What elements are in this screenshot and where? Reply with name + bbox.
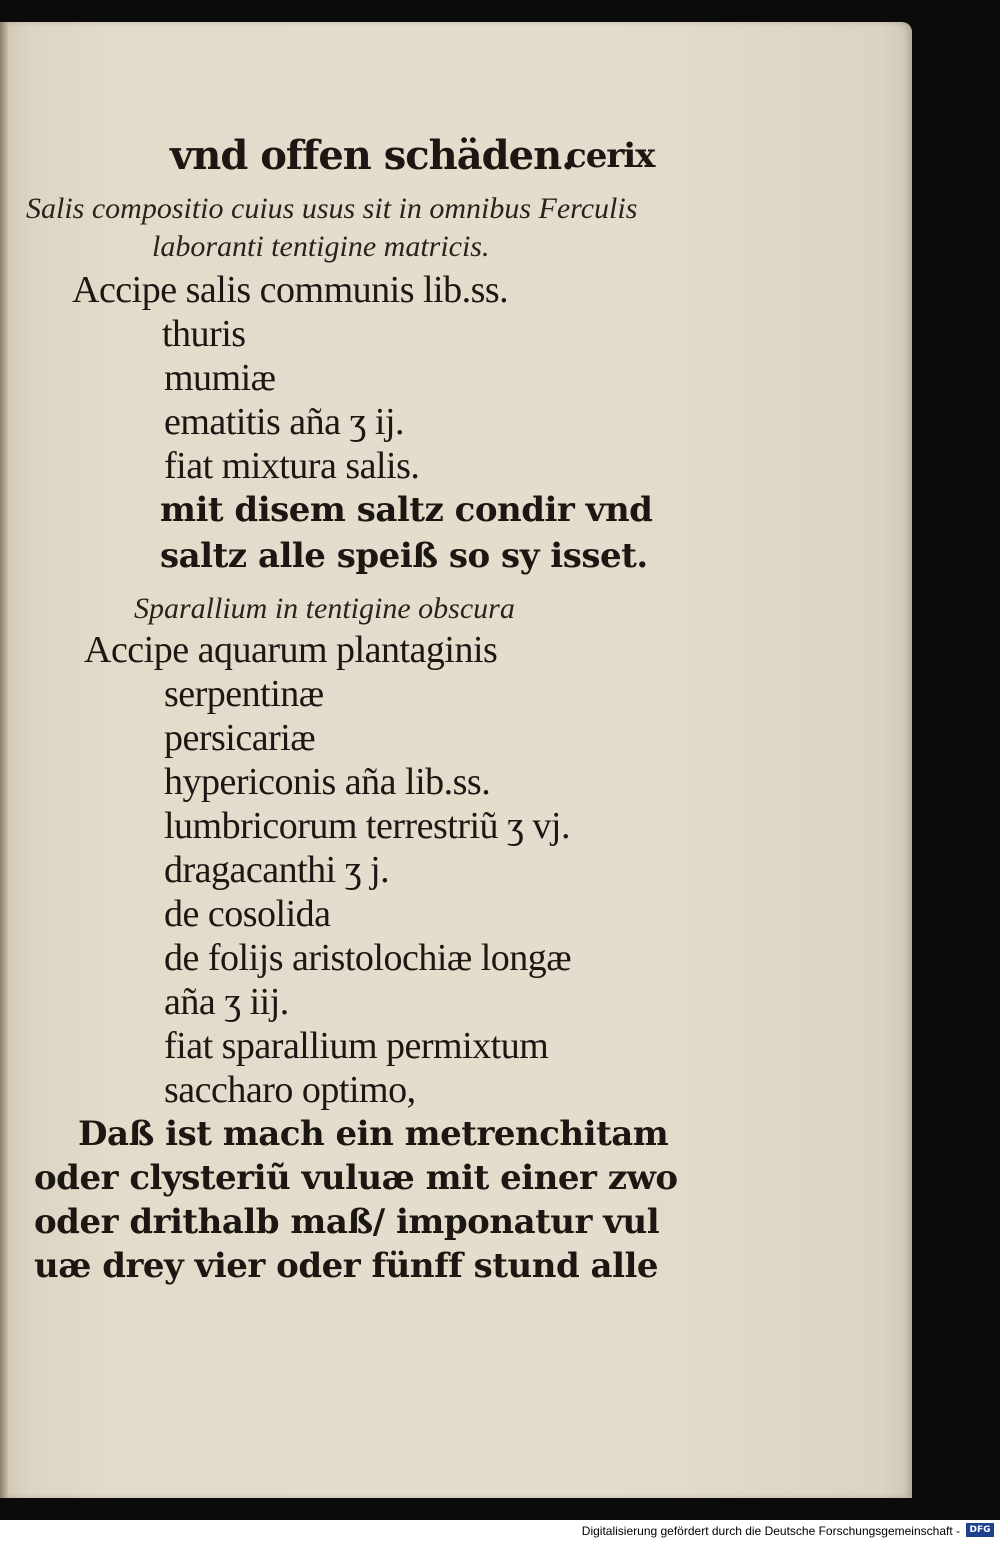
instruction-line: mit disem saltz condir vnd <box>160 490 653 530</box>
recipe-line: thuris <box>162 313 246 355</box>
footer-bar <box>0 1520 1000 1542</box>
instruction-line: saltz alle speiß so sy isset. <box>160 536 648 576</box>
instruction-line: uæ drey vier oder fünff stund alle <box>34 1246 659 1286</box>
recipe-line: de cosolida <box>164 893 331 935</box>
recipe-line: fiat sparallium permixtum <box>164 1025 549 1067</box>
recipe-line: fiat mixtura salis. <box>164 445 420 487</box>
instruction-line: Daß ist mach ein metrenchitam <box>78 1114 669 1154</box>
recipe-line: hypericonis aña lib.ss. <box>164 761 491 803</box>
recipe-line: lumbricorum terrestriũ ʒ vj. <box>164 805 570 847</box>
heading-line: Sparallium in tentigine obscura <box>134 592 515 625</box>
heading-line: Salis compositio cuius usus sit in omnibus Ferculis <box>26 192 638 225</box>
folio-number: cerix <box>566 136 655 176</box>
recipe-line: de folijs aristolochiæ longæ <box>164 937 572 979</box>
running-header: vnd offen schäden. <box>170 132 575 179</box>
recipe-line: Accipe aquarum plantaginis <box>84 629 498 671</box>
instruction-line: oder drithalb maß/ imponatur vul <box>34 1202 660 1242</box>
page-gutter-edge <box>0 22 8 1498</box>
funding-credit: Digitalisierung gefördert durch die Deutsche Forschungsgemeinschaft - <box>581 1524 960 1538</box>
recipe-line: ematitis aña ʒ ij. <box>164 401 405 443</box>
recipe-line: persicariæ <box>164 717 316 759</box>
recipe-line: dragacanthi ʒ j. <box>164 849 390 891</box>
recipe-line: saccharo optimo, <box>164 1069 416 1111</box>
dfg-logo: DFG <box>966 1523 994 1537</box>
recipe-line: Accipe salis communis lib.ss. <box>72 269 509 311</box>
heading-line: laboranti tentigine matricis. <box>152 230 490 263</box>
instruction-line: oder clysteriũ vuluæ mit einer zwo <box>34 1158 678 1198</box>
recipe-line: aña ʒ iij. <box>164 981 289 1023</box>
recipe-line: serpentinæ <box>164 673 324 715</box>
recipe-line: mumiæ <box>164 357 276 399</box>
